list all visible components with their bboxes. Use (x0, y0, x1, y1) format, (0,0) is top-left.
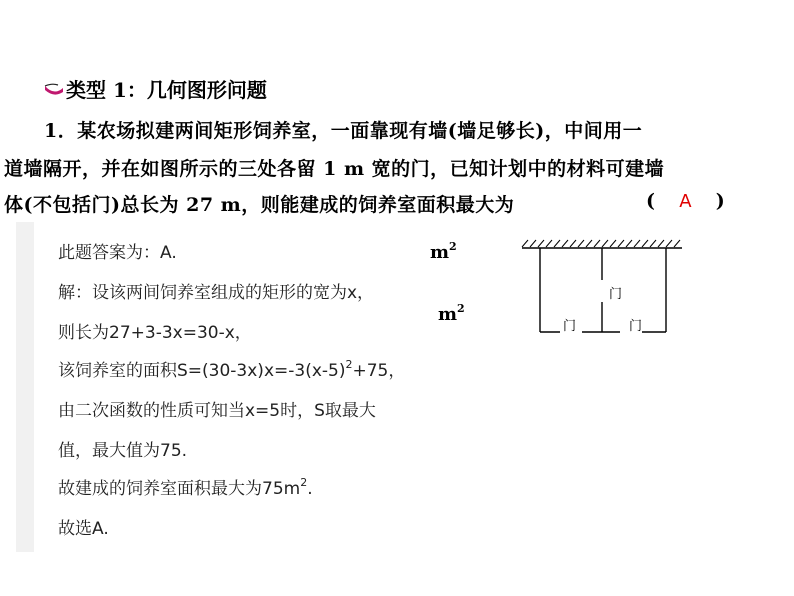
paren-open: ( (646, 190, 656, 212)
solution-line-7-exponent: 2 (300, 476, 308, 489)
problem-line-3: 体(不包括门)总长为 27 m，则能建成的饲养室面积最大为 (4, 194, 515, 216)
unit-fragment-2-text: m (438, 304, 458, 325)
solution-line-7-tail: . (307, 479, 313, 499)
unit-fragment-2 (438, 302, 465, 325)
solution-line-4-tail: +75， (352, 361, 406, 381)
solution-panel (34, 222, 440, 552)
solution-line-2: 解：设该两间饲养室组成的矩形的宽为x， (58, 283, 375, 303)
solution-line-4 (58, 356, 405, 381)
paren-close: ) (715, 190, 726, 212)
solution-line-8: 故选A. (58, 519, 109, 539)
section-heading-text: 类型 1：几何图形问题 (66, 78, 267, 102)
existing-wall (522, 240, 682, 248)
solution-line-4-exponent: 2 (345, 358, 353, 371)
enclosure-figure (520, 236, 690, 340)
door-label-right: 门 (629, 319, 643, 334)
solution-line-7-main: 故建成的饲养室面积最大为75m (58, 479, 301, 499)
problem-line-2: 道墙隔开，并在如图所示的三处各留 1 m 宽的门，已知计划中的材料可建墙 (4, 158, 665, 180)
unit-fragment-1-exponent: 2 (449, 240, 457, 253)
enclosure-walls (540, 248, 666, 332)
solution-line-1: 此题答案为：A. (58, 243, 177, 263)
answer-choice: A (679, 191, 693, 212)
problem-line-1: 1．某农场拟建两间矩形饲养室，一面靠现有墙(墙足够长)，中间用一 (44, 120, 643, 142)
door-label-top: 门 (609, 287, 623, 302)
solution-sidebar-strip (16, 222, 34, 552)
solution-line-6: 值，最大值为75. (58, 441, 188, 461)
unit-fragment-1 (430, 240, 457, 263)
answer-bracket (646, 190, 725, 212)
unit-fragment-1-text: m (430, 242, 450, 263)
bookmark-icon (44, 82, 64, 96)
solution-line-5: 由二次函数的性质可知当x=5时，S取最大 (58, 401, 376, 421)
solution-line-4-main: 该饲养室的面积S=(30-3x)x=-3(x-5) (58, 361, 346, 381)
unit-fragment-2-exponent: 2 (457, 302, 465, 315)
solution-line-7 (58, 474, 313, 499)
section-heading (44, 74, 267, 103)
door-label-left: 门 (563, 319, 577, 334)
solution-line-3: 则长为27+3-3x=30-x， (58, 323, 252, 343)
